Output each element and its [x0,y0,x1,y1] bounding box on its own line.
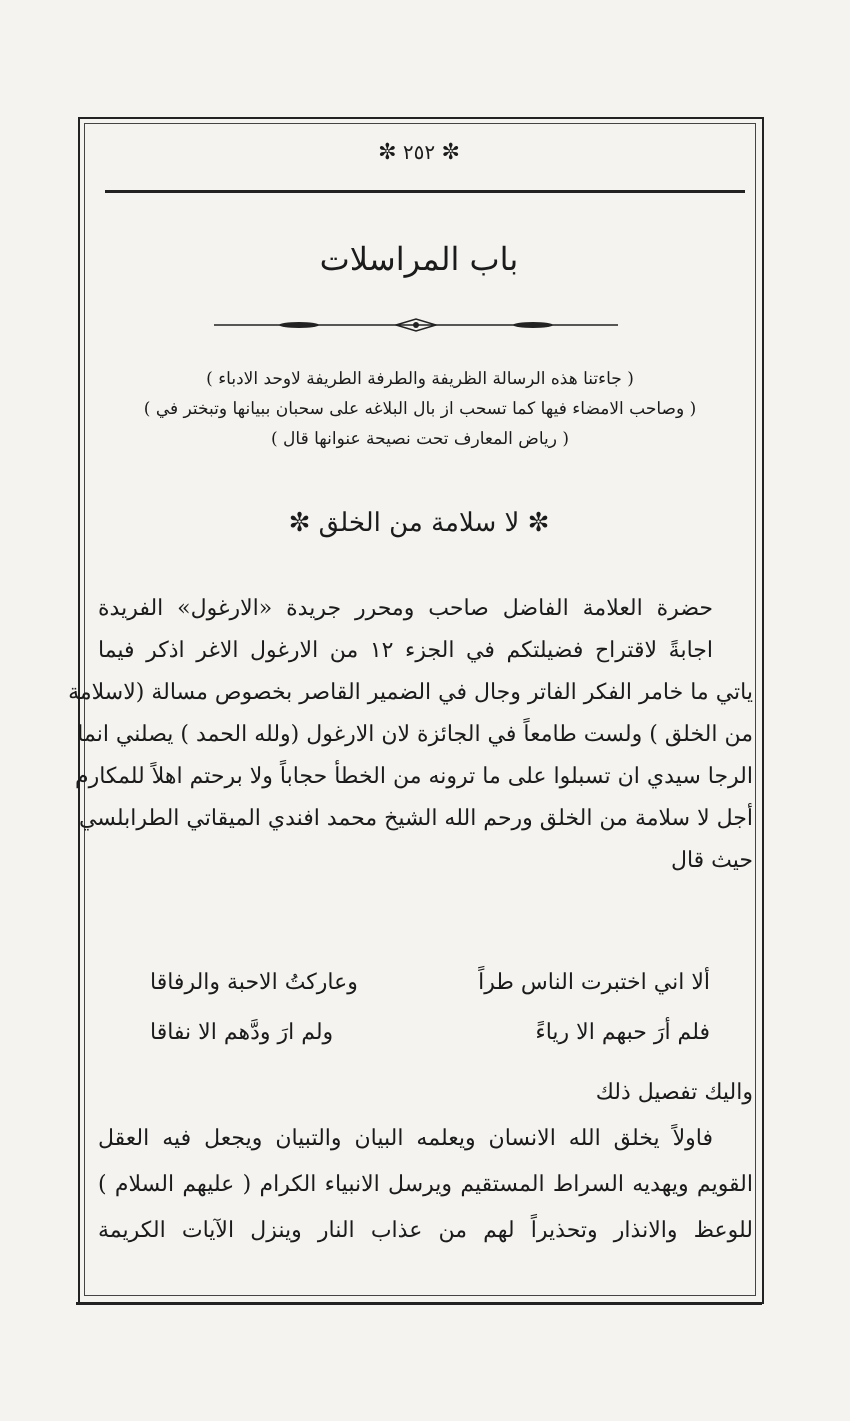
body-line: ياتي ما خامر الفكر الفاتر وجال في الضمير القاصر بخصوص مسالة (لاسلامة [68,680,753,705]
intro-line: ( رياض المعارف تحت نصيحة عنوانها قال ) [271,429,569,449]
intro-line: ( وصاحب الامضاء فيها كما تسحب از بال البلاغه على سحبان ببيانها وتبختر في ) [143,399,697,419]
letter-body [68,588,753,882]
page-header [84,140,754,165]
introduction [120,364,720,454]
page-number: ٢٥٢ [402,140,436,164]
body-line: أجل لا سلامة من الخلق ورحم الله الشيخ محمد افندي الميقاتي الطرابلسي [78,806,753,831]
body-line: للوعظ والانذار وتحذيراً لهم من عذاب النار وينزل الآيات الكريمة [98,1218,753,1243]
bottom-divider [76,1302,762,1305]
right-ornament-icon: ✼ [441,140,460,165]
page-title: باب المراسلات [319,240,519,278]
body-line: حيث قال [670,848,753,873]
body-line: واليك تفصيل ذلك [595,1080,753,1105]
verse-second-hemistich: ولم ارَ ودَّهم الا نفاقا [150,1020,334,1045]
body-line: الرجا سيدي ان تسبلوا على ما ترونه من الخطأ حجاباً ولا برحتم اهلاً للمكارم [74,764,753,789]
verse-row [150,958,710,1008]
verse-row [150,1008,710,1058]
verse-first-hemistich: فلم أرَ حبهم الا رياءً [535,1020,710,1045]
letter-continuation [98,1070,753,1254]
body-line: اجابةً لاقتراح فضيلتكم في الجزء ١٢ من الارغول الاغر اذكر فيما [98,638,713,663]
ornamental-divider-icon [214,318,618,332]
verse-second-hemistich: وعاركتُ الاحبة والرفاقا [150,970,358,995]
section-subtitle: ✼ لا سلامة من الخلق ✼ [288,508,550,538]
poem [150,958,710,1058]
body-line: من الخلق ) ولست طامعاً في الجائزة لان الارغول (ولله الحمد ) يصلني انما [77,722,753,747]
body-line: فاولاً يخلق الله الانسان ويعلمه البيان والتبيان ويجعل فيه العقل [98,1126,713,1151]
intro-line: ( جاءتنا هذه الرسالة الظريفة والطرفة الطريفة لاوحد الادباء ) [206,369,634,389]
body-line: حضرة العلامة الفاضل صاحب ومحرر جريدة «الارغول» الفريدة [98,596,713,621]
header-divider [105,190,745,193]
left-ornament-icon: ✼ [378,140,397,165]
body-line: القويم ويهديه السراط المستقيم ويرسل الانبياء الكرام ( عليهم السلام ) [98,1172,753,1197]
verse-first-hemistich: ألا اني اختبرت الناس طراً [478,970,710,995]
